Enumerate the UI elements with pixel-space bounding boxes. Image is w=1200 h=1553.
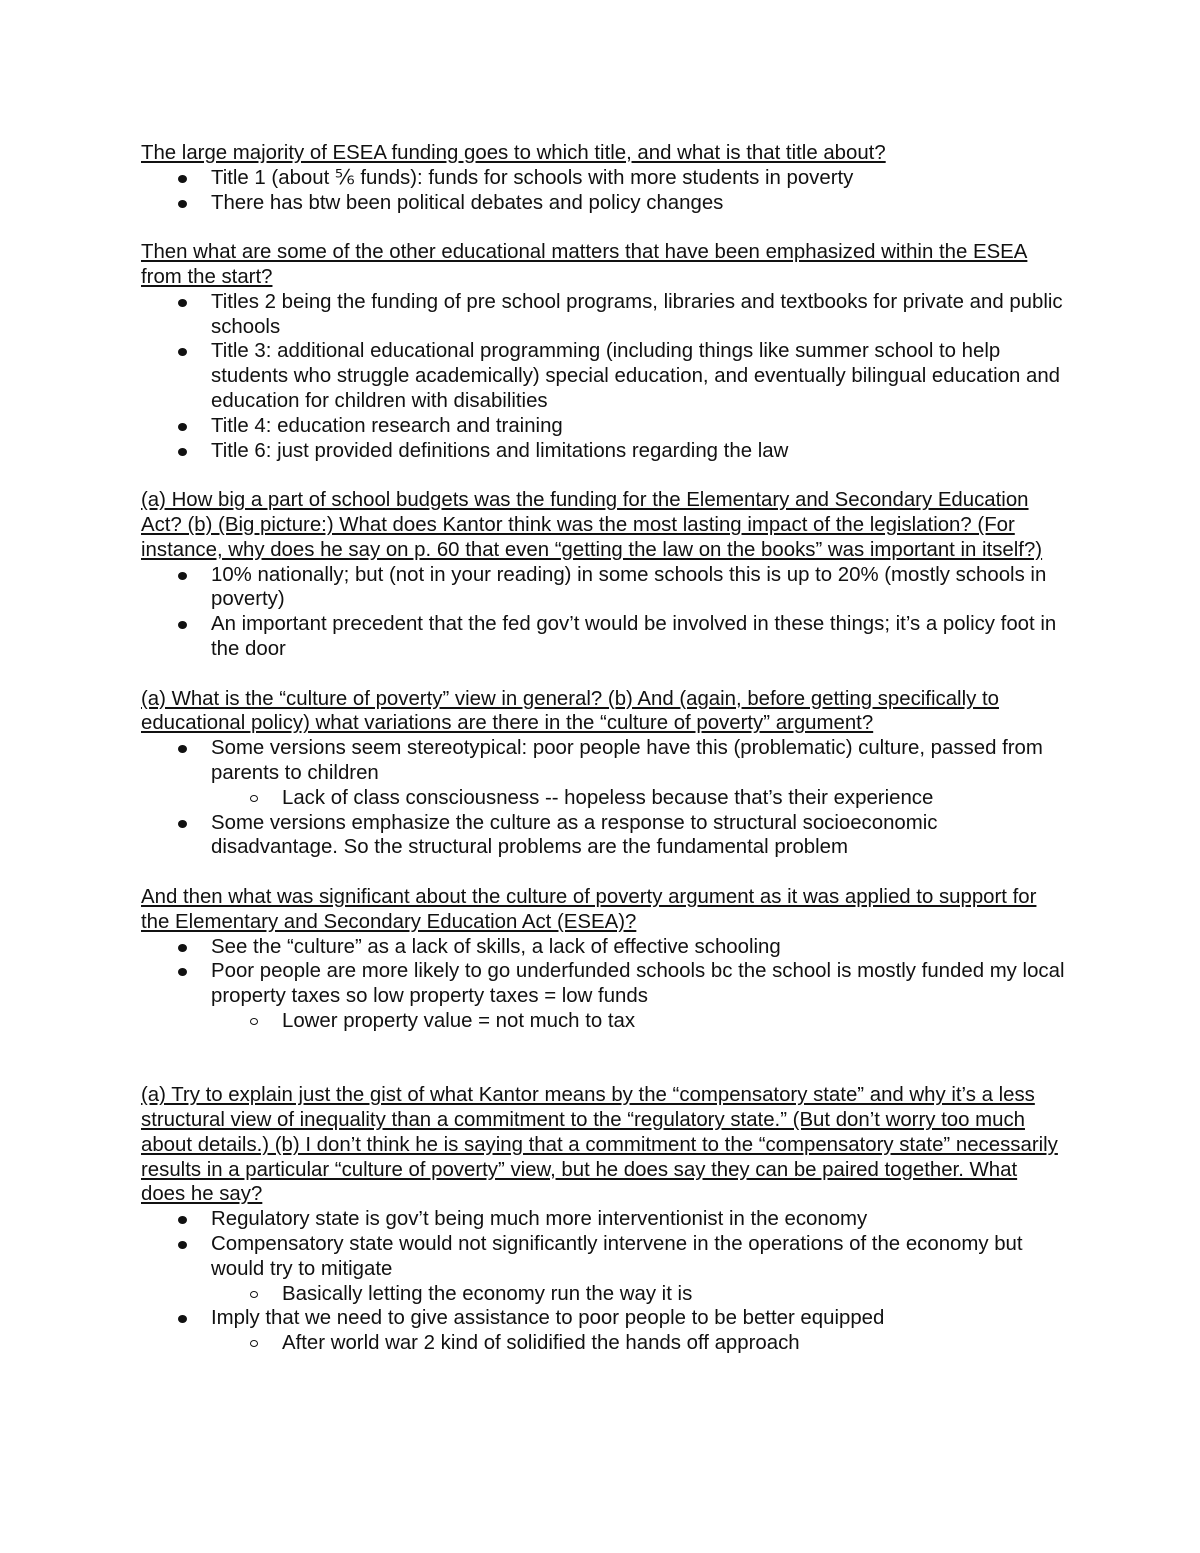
bullet-item: Some versions seem stereotypical: poor people have this (problematic) culture, passed from parents to children [141, 736, 1066, 786]
bullet-item: See the “culture” as a lack of skills, a lack of effective schooling [141, 935, 1066, 960]
qa-section-esea-argument [141, 885, 1066, 1034]
question-heading: And then what was significant about the culture of poverty argument as it was applied to support for the Elementary and Secondary Education Act (ESEA)? [141, 885, 1037, 933]
bullet-item: 10% nationally; but (not in your reading) in some schools this is up to 20% (mostly schools in poverty) [141, 563, 1066, 613]
bullet-item: Title 3: additional educational programming (including things like summer school to help students who struggle academically) special education, and eventually bilingual education and education for children with disabilities [141, 339, 1066, 413]
bullet-item: Title 6: just provided definitions and limitations regarding the law [141, 439, 1066, 464]
bullet-item: Compensatory state would not significantly intervene in the operations of the economy but would try to mitigate [141, 1232, 1066, 1282]
sub-bullet-item: Basically letting the economy run the way it is [141, 1282, 1066, 1307]
question-heading: Then what are some of the other educational matters that have been emphasized within the ESEA from the start? [141, 241, 1028, 288]
bullet-item: Title 1 (about ⅚ funds): funds for schools with more students in poverty [141, 166, 1066, 191]
sub-bullet-item: Lower property value = not much to tax [141, 1009, 1066, 1034]
qa-section-culture-of-poverty [141, 687, 1066, 861]
question-heading: The large majority of ESEA funding goes to which title, and what is that title about? [141, 142, 886, 164]
bullet-item: An important precedent that the fed gov’t would be involved in these things; it’s a policy foot in the door [141, 612, 1066, 662]
answer-list [141, 166, 1066, 216]
bullet-item: Title 4: education research and training [141, 414, 1066, 439]
question-heading: (a) Try to explain just the gist of what Kantor means by the “compensatory state” and why it’s a less structural view of inequality than a commitment to the “regulatory state.” (But don’t worry too much about details.) (b) I don’t think he is saying that a commitment to the “compensatory state” necessarily results in a particular “culture of poverty” view, but he does say they can be paired together. What does he say? [141, 1084, 1058, 1206]
answer-list [141, 935, 1066, 1034]
sub-bullet-item: After world war 2 kind of solidified the hands off approach [141, 1331, 1066, 1356]
bullet-item: Regulatory state is gov’t being much more interventionist in the economy [141, 1207, 1066, 1232]
answer-list [141, 563, 1066, 662]
bullet-item: Some versions emphasize the culture as a response to structural socioeconomic disadvantage. So the structural problems are the fundamental problem [141, 811, 1066, 861]
sub-bullet-item: Lack of class consciousness -- hopeless because that’s their experience [141, 786, 1066, 811]
qa-section-title1 [141, 141, 1066, 215]
bullet-item: Poor people are more likely to go underfunded schools bc the school is mostly funded my local property taxes so low property taxes = low funds [141, 959, 1066, 1009]
bullet-item: Titles 2 being the funding of pre school programs, libraries and textbooks for private and public schools [141, 290, 1066, 340]
document-page [141, 141, 1066, 1381]
answer-list [141, 290, 1066, 464]
bullet-item: There has btw been political debates and policy changes [141, 191, 1066, 216]
question-heading: (a) What is the “culture of poverty” view in general? (b) And (again, before getting specifically to educational policy) what variations are there in the “culture of poverty” argument? [141, 687, 999, 735]
qa-section-compensatory-state [141, 1083, 1066, 1356]
answer-list [141, 1207, 1066, 1356]
qa-section-other-titles [141, 240, 1066, 463]
bullet-item: Imply that we need to give assistance to poor people to be better equipped [141, 1306, 1066, 1331]
question-heading: (a) How big a part of school budgets was the funding for the Elementary and Secondary Education Act? (b) (Big picture:) What does Kantor think was the most lasting impact of the legislation? (For instance, why does he say on p. 60 that even “getting the law on the books” was important in itself?) [141, 489, 1043, 561]
answer-list [141, 736, 1066, 860]
qa-section-budget-impact [141, 488, 1066, 662]
